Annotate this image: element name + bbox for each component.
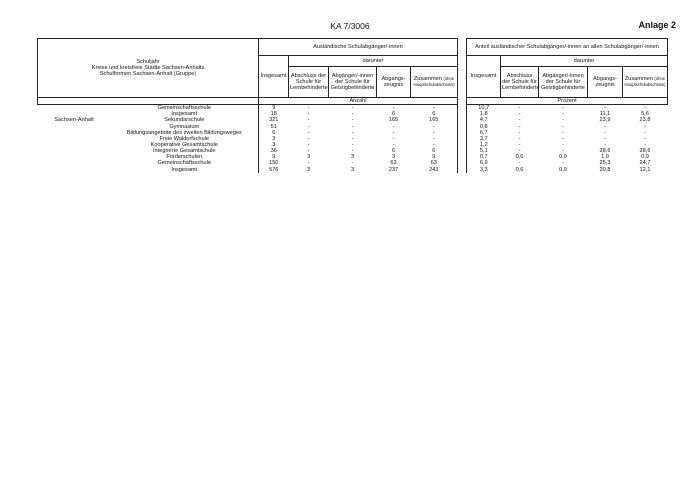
group-header-percent: Anteil ausländischer Schulabgänger/-innen an allen Schulabgänger/-innen	[467, 39, 668, 56]
col-zusammen-pct: Zusammen (ohne Hauptschulabschluss)	[623, 67, 668, 98]
value-cell-abs: 165	[388, 117, 399, 124]
value-cell-abs: 3	[306, 166, 311, 173]
document-id: KA 7/3006	[330, 21, 370, 31]
value-cell-abs: -	[351, 129, 354, 136]
gap-cell	[458, 105, 467, 112]
value-cell-pct: 3,3	[479, 166, 488, 173]
value-cell-pct: -	[518, 105, 521, 112]
value-cell-pct: 20,8	[599, 166, 611, 173]
value-cell-pct: -	[562, 123, 564, 130]
value-cell-pct: -	[604, 129, 606, 136]
col-zusammen-abs: Zusammen (ohne Hauptschulabschluss)	[411, 67, 458, 98]
value-cell-abs: -	[392, 105, 395, 112]
region-cell: Sachsen-Anhalt	[54, 117, 94, 124]
value-cell-pct: -	[604, 141, 606, 148]
unit-spacer	[38, 98, 259, 105]
value-cell-pct: 0,6	[515, 154, 524, 161]
value-cell-abs: 9	[432, 154, 436, 161]
col-abgangszeugnis-pct: Abgangs-zeugnis	[588, 67, 623, 98]
value-cell-pct: 11,1	[599, 111, 611, 118]
col-geistig-abs: Abgänger/-innen der Schule für Geistigbehinderte	[329, 67, 377, 98]
value-cell-pct: 5,1	[479, 148, 488, 155]
region-cell	[38, 167, 111, 173]
value-cell-pct: 23,8	[639, 117, 651, 124]
value-cell-pct: 0,9	[559, 166, 567, 173]
value-cell-pct: -	[604, 135, 606, 142]
header-kreise: Kreise und kreisfreie Städte Sachsen-Anhalts	[91, 64, 205, 71]
value-cell-pct: -	[562, 141, 564, 148]
value-cell-abs: 165	[429, 117, 439, 124]
value-cell-pct: 1,2	[479, 141, 488, 148]
value-cell-abs: 576	[269, 166, 279, 173]
col-geistig-pct: Abgänger/-innen der Schule für Geistigbehinderte	[539, 67, 588, 98]
value-cell-abs: 9	[272, 154, 276, 161]
value-cell-pct: 1,8	[479, 111, 488, 118]
value-cell-abs: 237	[388, 166, 399, 173]
value-cell-abs: -	[351, 135, 354, 142]
value-cell-abs: -	[432, 141, 435, 148]
value-cell-abs: -	[351, 141, 354, 148]
value-cell-abs: -	[392, 129, 395, 136]
value-cell-abs: -	[351, 148, 354, 155]
value-cell-abs: 6	[272, 129, 276, 136]
value-cell-abs: -	[307, 117, 310, 124]
value-cell-abs: -	[307, 141, 310, 148]
value-cell-abs: 6	[391, 111, 396, 118]
value-cell-abs: -	[392, 141, 395, 148]
value-cell-abs: 3	[391, 154, 396, 161]
category-cell: Insgesamt	[111, 167, 259, 173]
col-insgesamt-abs: Insgesamt	[259, 56, 289, 98]
value-cell-pct: -	[518, 135, 521, 142]
col-insgesamt-pct: Insgesamt	[467, 56, 501, 98]
value-cell-pct: 0,9	[559, 154, 567, 161]
value-cell-abs: -	[307, 105, 310, 112]
value-cell-abs: 6	[391, 148, 396, 155]
value-cell-pct: -	[644, 129, 646, 136]
category-cell: Bildungsangebote des zweiten Bildungsweges	[111, 130, 259, 136]
value-cell-pct: -	[518, 123, 521, 130]
table-body	[38, 105, 668, 173]
value-cell-abs: 36	[270, 148, 277, 155]
value-cell-abs: -	[307, 111, 310, 118]
value-cell-pct: -	[562, 111, 564, 118]
value-cell-pct: 5,6	[641, 111, 649, 118]
value-cell-abs: -	[351, 160, 354, 167]
value-cell-abs: -	[307, 129, 310, 136]
value-cell-pct: 1,9	[601, 154, 609, 161]
value-cell-pct: -	[644, 123, 646, 130]
value-cell-pct: 28,6	[639, 148, 651, 155]
category-cell: Integrierte Gesamtschule	[111, 148, 259, 154]
value-cell-abs: -	[351, 117, 354, 124]
value-cell-pct: 0,9	[641, 154, 649, 161]
category-cell: Gymnasium	[111, 124, 259, 130]
darunter-abs: darunter	[289, 56, 458, 67]
value-cell-abs: 63	[430, 160, 437, 167]
category-cell: Insgesamt	[111, 111, 259, 117]
value-cell-pct: -	[562, 129, 564, 136]
value-cell-pct: 12,1	[639, 166, 651, 173]
category-cell: Gemeinschaftsschule	[111, 160, 259, 166]
value-cell-abs: -	[432, 135, 435, 142]
unit-percent: Prozent	[467, 98, 668, 105]
value-cell-pct: -	[562, 148, 564, 155]
col-abgangszeugnis-abs: Abgangs-zeugnis	[377, 67, 411, 98]
category-cell: Sekundarschule	[111, 117, 259, 123]
value-cell-abs: -	[351, 123, 354, 130]
category-cell: Freie Waldorfschule	[111, 136, 259, 142]
value-cell-abs: -	[307, 148, 310, 155]
value-cell-abs: -	[432, 105, 435, 112]
value-cell-abs: 63	[390, 160, 397, 167]
left-header	[38, 39, 259, 98]
value-cell-pct: 3,7	[479, 135, 488, 142]
value-cell-pct: -	[518, 129, 521, 136]
region-cell	[38, 105, 111, 112]
value-cell-abs: 51	[270, 123, 277, 130]
col-lernbehinderte-pct: Abschluss der Schule für Lernbehinderte	[501, 67, 539, 98]
value-cell-pct: 6,9	[479, 160, 488, 167]
value-cell-pct: 25,3	[599, 160, 611, 167]
value-cell-abs: 9	[272, 105, 276, 112]
value-cell-pct: -	[562, 105, 564, 112]
unit-absolute: Anzahl	[259, 98, 458, 105]
value-cell-pct: -	[518, 111, 521, 118]
header-schuljahr: Schuljahr	[136, 58, 160, 65]
value-cell-abs: -	[351, 111, 354, 118]
value-cell-pct: -	[644, 105, 646, 112]
value-cell-pct: -	[518, 160, 521, 167]
value-cell-pct: 0,6	[515, 166, 524, 173]
value-cell-pct: -	[562, 160, 564, 167]
value-cell-pct: 10,7	[478, 105, 490, 112]
value-cell-pct: -	[604, 105, 606, 112]
value-cell-abs: 18	[270, 111, 277, 118]
value-cell-abs: -	[432, 123, 435, 130]
value-cell-pct: -	[562, 117, 564, 124]
value-cell-pct: -	[518, 148, 521, 155]
value-cell-pct: 0,7	[479, 154, 488, 161]
value-cell-pct: -	[604, 123, 606, 130]
value-cell-abs: -	[432, 129, 435, 136]
value-cell-abs: 3	[350, 166, 355, 173]
table-row	[38, 167, 668, 173]
value-cell-abs: 3	[272, 135, 276, 142]
value-cell-pct: 23,9	[599, 117, 611, 124]
value-cell-abs: 6	[432, 111, 436, 118]
gap-cell	[458, 167, 467, 173]
value-cell-abs: -	[351, 105, 354, 112]
annex-label: Anlage 2	[638, 20, 676, 30]
table-row	[38, 105, 668, 112]
value-cell-pct: 28,6	[599, 148, 611, 155]
value-cell-abs: -	[392, 123, 395, 130]
value-cell-abs: 6	[432, 148, 436, 155]
value-cell-pct: 0,8	[479, 123, 488, 130]
category-cell: Gemeinschaftsschule	[111, 105, 259, 112]
statistics-table	[37, 38, 668, 173]
value-cell-abs: 243	[429, 166, 439, 173]
category-cell: Kooperative Gesamtschule	[111, 142, 259, 148]
value-cell-pct: 6,7	[479, 129, 488, 136]
group-header-absolute: Ausländische Schulabgänger/-innen	[259, 39, 458, 56]
value-cell-abs: -	[307, 160, 310, 167]
value-cell-pct: -	[644, 135, 646, 142]
value-cell-abs: 321	[269, 117, 279, 124]
value-cell-abs: -	[392, 135, 395, 142]
header-schulformen: Schulformen Sachsen-Anhalt (Gruppe)	[99, 71, 197, 78]
value-cell-pct: -	[518, 141, 521, 148]
category-cell: Förderschulen	[111, 154, 259, 160]
column-gap	[458, 39, 467, 105]
value-cell-abs: 150	[269, 160, 279, 167]
value-cell-abs: -	[307, 135, 310, 142]
value-cell-pct: -	[518, 117, 521, 124]
value-cell-pct: 4,7	[479, 117, 488, 124]
value-cell-pct: -	[644, 141, 646, 148]
value-cell-abs: 3	[350, 154, 355, 161]
col-lernbehinderte-abs: Abschluss der Schule für Lernbehinderte	[289, 67, 329, 98]
value-cell-pct: 24,7	[639, 160, 651, 167]
value-cell-abs: 3	[306, 154, 311, 161]
value-cell-abs: 3	[272, 141, 276, 148]
value-cell-pct: -	[562, 135, 564, 142]
value-cell-abs: -	[307, 123, 310, 130]
darunter-pct: darunter	[501, 56, 668, 67]
